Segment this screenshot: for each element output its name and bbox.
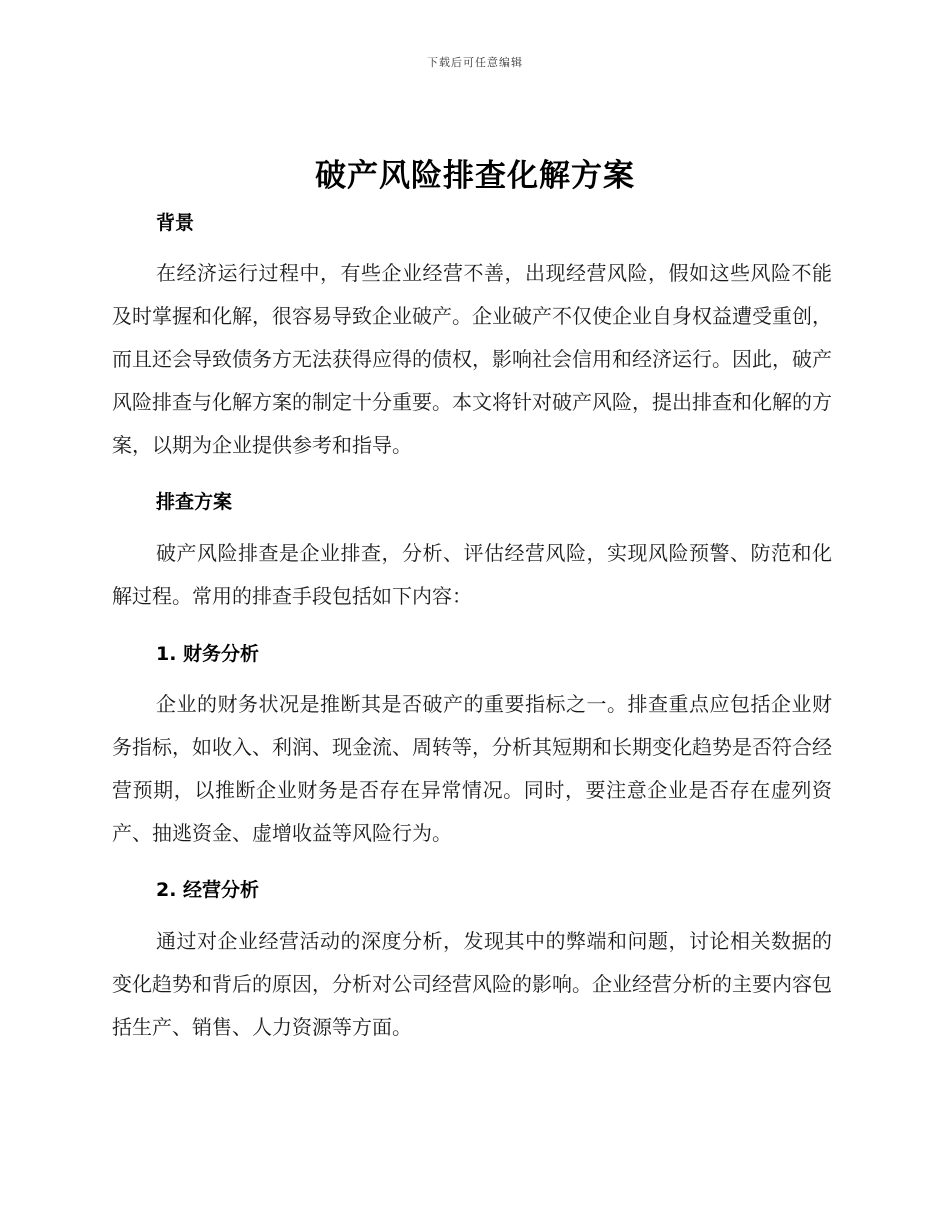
section-heading-background: 背景	[156, 212, 195, 234]
section-heading-financial-analysis: 1. 财务分析	[156, 643, 260, 665]
section-heading-operations-analysis: 2. 经营分析	[156, 879, 260, 901]
section-paragraph-operations-analysis: 通过对企业经营活动的深度分析，发现其中的弊端和问题，讨论相关数据的变化趋势和背后的原因，分析对公司经营风险的影响。企业经营分析的主要内容包括生产、销售、人力资源等方面。	[112, 929, 832, 1039]
section-paragraph-financial-analysis: 企业的财务状况是推断其是否破产的重要指标之一。排查重点应包括企业财务指标，如收入、利润、现金流、周转等，分析其短期和长期变化趋势是否符合经营预期，以推断企业财务是否存在异常情况。同时，要注意企业是否存在虚列资产、抽逃资金、虚增收益等风险行为。	[112, 692, 832, 845]
section-paragraph-background: 在经济运行过程中，有些企业经营不善，出现经营风险，假如这些风险不能及时掌握和化解，很容易导致企业破产。企业破产不仅使企业自身权益遭受重创，而且还会导致债务方无法获得应得的债权，影响社会信用和经济运行。因此，破产风险排查与化解方案的制定十分重要。本文将针对破产风险，提出排查和化解的方案，以期为企业提供参考和指导。	[112, 261, 832, 457]
section-heading-investigation-plan: 排查方案	[156, 491, 233, 513]
page-header: 下载后可任意编辑	[427, 56, 523, 69]
document-title: 破产风险排查化解方案	[315, 158, 635, 194]
section-paragraph-investigation-plan: 破产风险排查是企业排查，分析、评估经营风险，实现风险预警、防范和化解过程。常用的排查手段包括如下内容：	[112, 541, 832, 608]
